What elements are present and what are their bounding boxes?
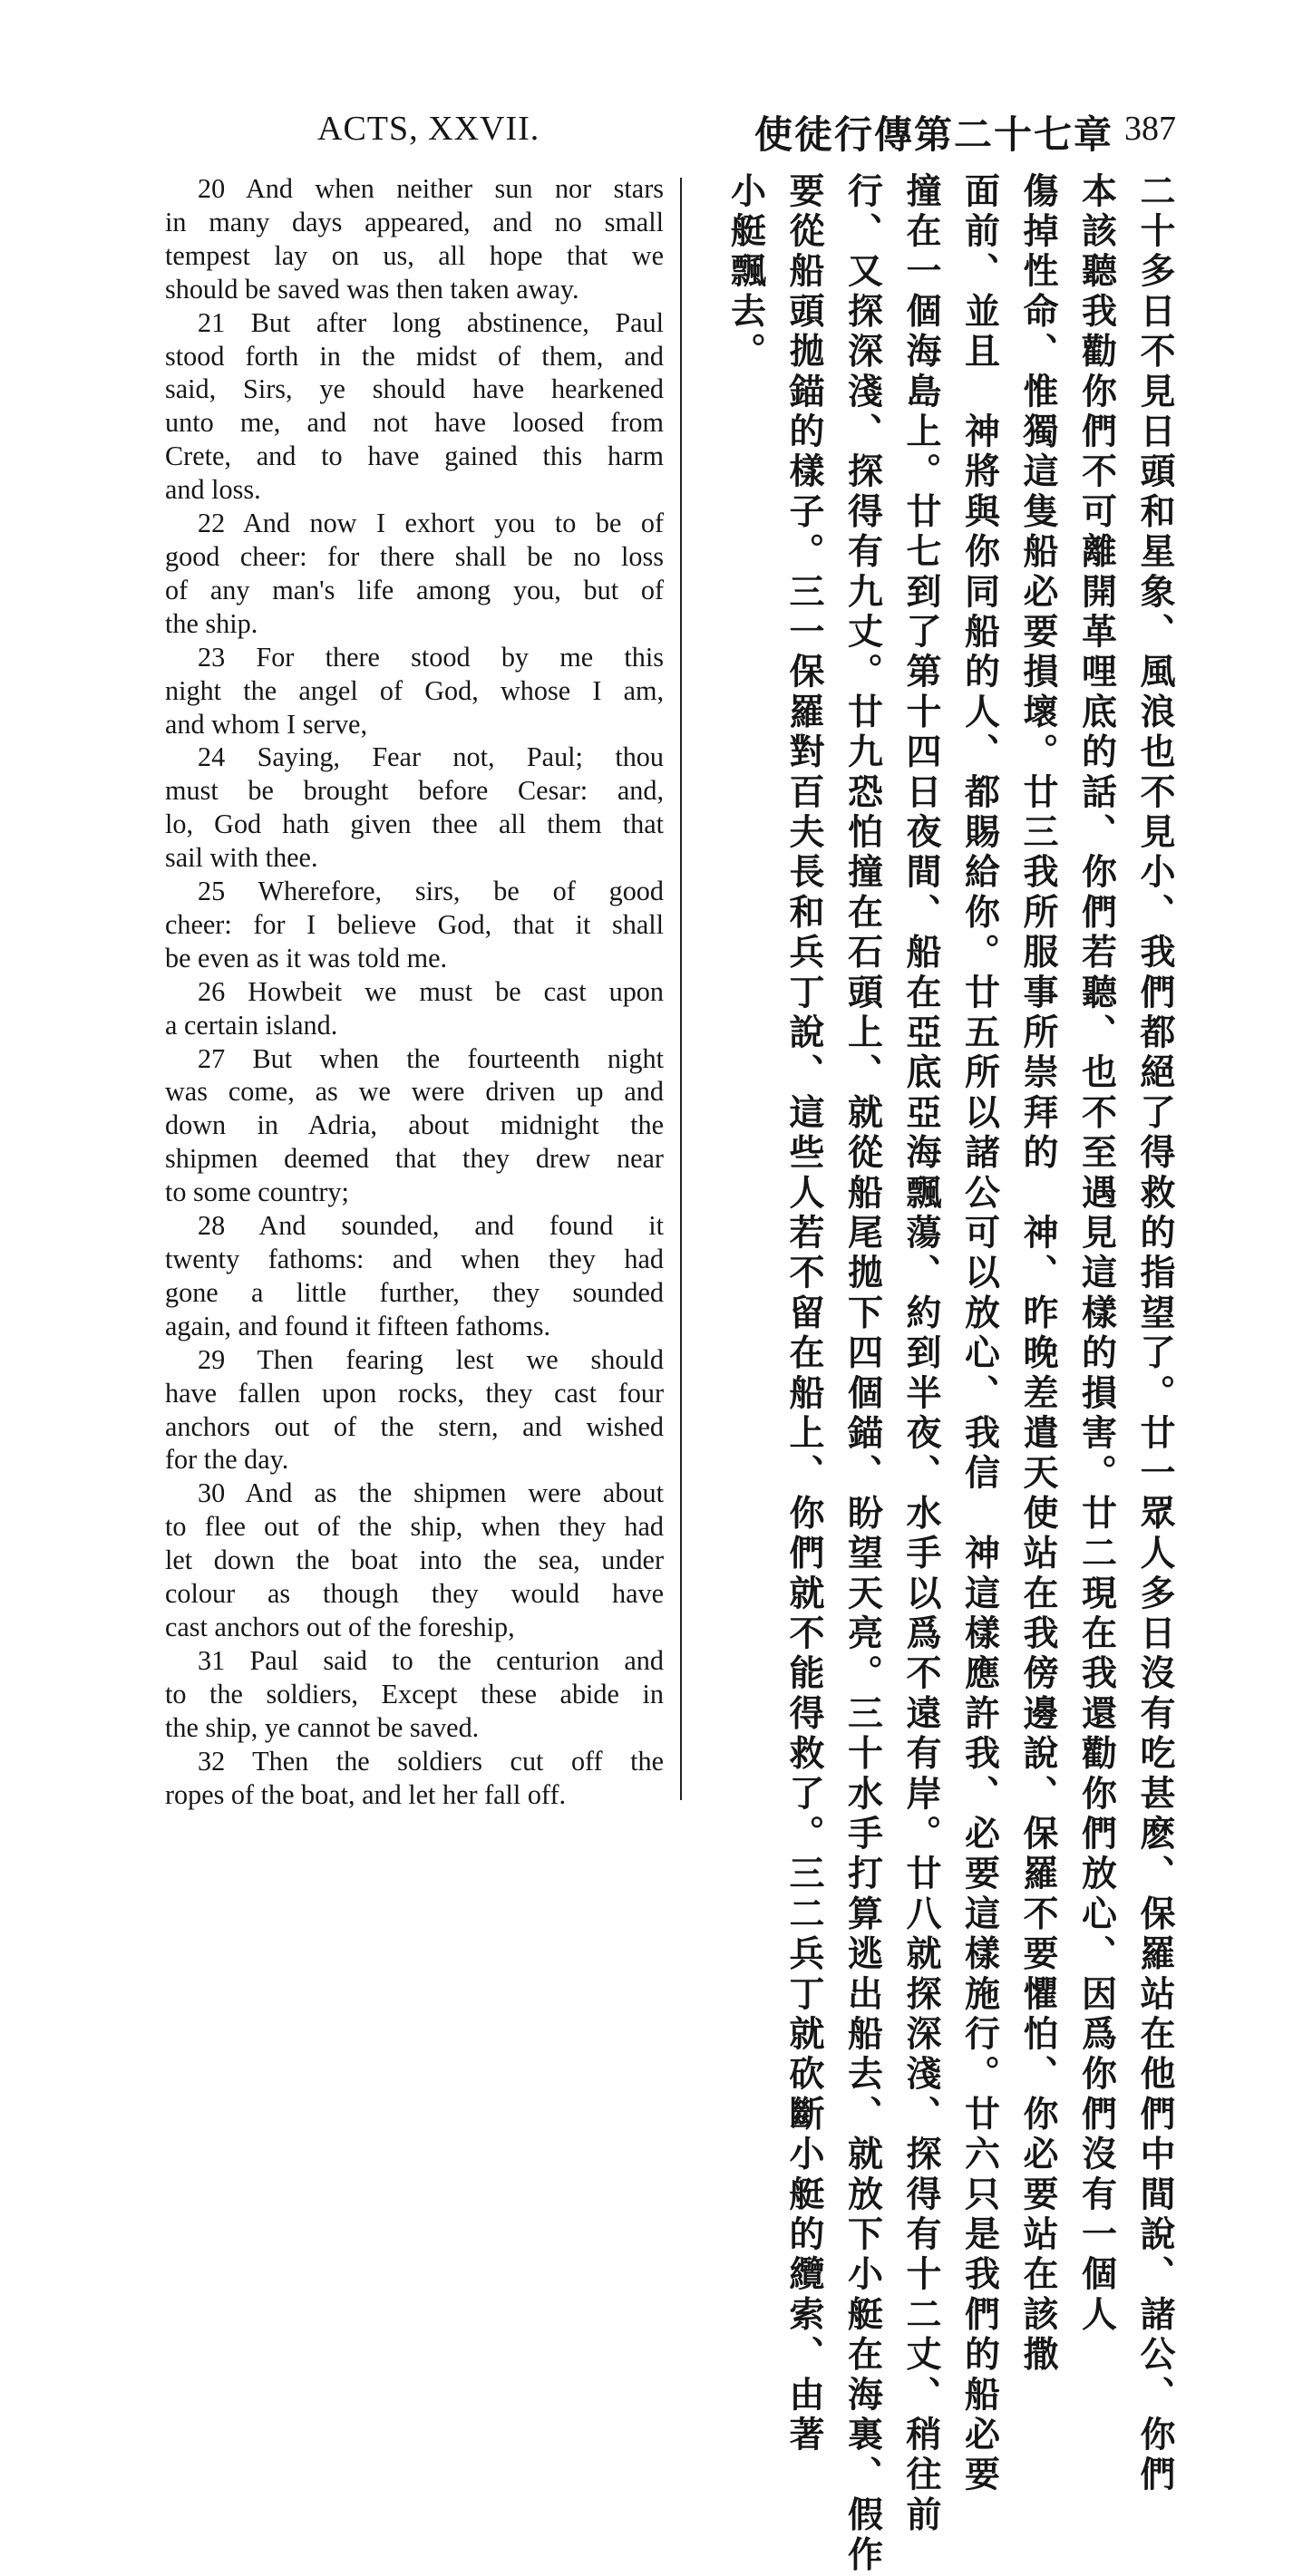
text-line: 31 Paul said to the centurion and (198, 1644, 664, 1676)
text-line: cast anchors out of the foreship, (165, 1611, 515, 1642)
text-line: Crete, and to have gained this harm (165, 441, 664, 472)
verse-32 (165, 1745, 664, 1812)
verse-22 (165, 507, 664, 641)
text-line: and loss. (165, 474, 261, 506)
chinese-line: 傷掉性命、惟獨這隻船必要損壞。廿三我所服事所崇拜的 神、昨晚差遣天使站在我傍邊說、保羅不要懼怕、你必要站在該撒 (1017, 172, 1058, 2376)
text-line: for the day. (165, 1444, 289, 1476)
chinese-line: 要從船頭拋錨的樣子。三一保羅對百夫長和兵丁說、這些人若不留在船上、你們就不能得救了。三二兵丁就砍斷小艇的纜索、由著 (783, 172, 824, 2456)
verse-30 (165, 1477, 664, 1644)
text-line: to some country; (165, 1177, 349, 1208)
text-line: 26 Howbeit we must be cast upon (198, 975, 664, 1007)
text-line: must be brought before Cesar: and, (165, 775, 664, 807)
text-line: gone a little further, they sounded (165, 1276, 664, 1308)
text-line: 20 And when neither sun nor stars (198, 173, 664, 204)
text-line: to the soldiers, Except these abide in (165, 1678, 664, 1709)
text-line: 27 But when the fourteenth night (198, 1042, 664, 1074)
verse-31 (165, 1644, 664, 1745)
text-line: 22 And now I exhort you to be of (198, 508, 664, 539)
chinese-line: 小艇飄去。 (724, 172, 766, 373)
verse-23 (165, 641, 664, 741)
verse-26 (165, 975, 664, 1042)
text-line: cheer: for I believe God, that it shall (165, 908, 664, 940)
text-line: a certain island. (165, 1009, 338, 1041)
text-line: anchors out of the stern, and wished (165, 1410, 664, 1442)
chinese-line: 撞在一個海島上。廿七到了第十四日夜間、船在亞底亞海飄蕩、約到半夜、水手以爲不遠有岸。廿八就探深淺、探得有十二丈、稍往前 (900, 172, 941, 2536)
text-line: ropes of the boat, and let her fall off. (165, 1778, 567, 1810)
text-line: unto me, and not have loosed from (165, 407, 664, 439)
verse-24 (165, 741, 664, 875)
chinese-line: 行、又探深淺、探得有九丈。廿九恐怕撞在石頭上、就從船尾拋下四個錨、盼望天亮。三十水手打算逃出船去、就放下小艇在海裏、假作 (841, 172, 883, 2576)
text-line: lo, God hath given thee all them that (165, 809, 664, 840)
text-line: and whom I serve, (165, 708, 367, 740)
verse-21 (165, 306, 664, 507)
verse-29 (165, 1343, 664, 1477)
text-line: the ship, ye cannot be saved. (165, 1711, 480, 1743)
english-text-column (165, 172, 664, 1810)
text-line: 23 For there stood by me this (198, 641, 664, 673)
text-line: 25 Wherefore, sirs, be of good (198, 876, 664, 907)
text-line: let down the boat into the sea, under (165, 1545, 664, 1576)
verse-27 (165, 1042, 664, 1210)
english-running-header: ACTS, XXVII. (317, 110, 540, 148)
verse-28 (165, 1209, 664, 1343)
text-line: stood forth in the midst of them, and (165, 340, 664, 372)
text-line: twenty fathoms: and when they had (165, 1244, 664, 1274)
page-number: 387 (1124, 110, 1176, 148)
text-line: 24 Saying, Fear not, Paul; thou (198, 741, 664, 773)
text-line: 30 And as the shipmen were about (198, 1477, 664, 1509)
text-line: night the angel of God, whose I am, (165, 674, 664, 706)
text-line: be even as it was told me. (165, 942, 448, 973)
text-line: 32 Then the soldiers cut off the (198, 1745, 664, 1777)
verse-25 (165, 875, 664, 975)
text-line: have fallen upon rocks, they cast four (165, 1377, 664, 1409)
text-line: tempest lay on us, all hope that we (165, 239, 664, 271)
text-line: in many days appeared, and no small (165, 206, 664, 237)
text-line: down in Adria, about midnight the (165, 1109, 664, 1141)
text-line: shipmen deemed that they drew near (165, 1143, 664, 1175)
column-divider (680, 178, 682, 1800)
chinese-vertical-text (715, 172, 1183, 2576)
verse-20 (165, 172, 664, 306)
chinese-line: 面前、並且 神將與你同船的人、都賜給你。廿五所以諸公可以放心、我信 神這樣應許我、必要這樣施行。廿六只是我們的船必要 (958, 172, 1000, 2496)
text-line: 29 Then fearing lest we should (198, 1343, 664, 1375)
text-line: good cheer: for there shall be no loss (165, 540, 664, 572)
chinese-running-header: 使徒行傳第二十七章 (754, 112, 1114, 157)
text-line: of any man's life among you, but of (165, 574, 664, 605)
text-line: the ship. (165, 607, 258, 639)
chinese-line: 二十多日不見日頭和星象、風浪也不見小、我們都絕了得救的指望了。廿一眾人多日沒有吃甚麽、保羅站在他們中間說、諸公、你們 (1134, 172, 1175, 2496)
text-line: should be saved was then taken away. (165, 273, 579, 305)
text-line: colour as though they would have (165, 1578, 664, 1610)
text-line: 21 But after long abstinence, Paul (198, 306, 664, 338)
text-line: said, Sirs, ye should have hearkened (165, 373, 664, 405)
chinese-text-column (694, 172, 1183, 2576)
text-line: 28 And sounded, and found it (198, 1210, 664, 1242)
text-line: was come, as we were driven up and (165, 1076, 664, 1108)
text-line: sail with thee. (165, 842, 318, 874)
chinese-line: 本該聽我勸你們不可離開革哩底的話、你們若聽、也不至遇見這樣的損害。廿二現在我還勸你們放心、因爲你們沒有一個人 (1075, 172, 1117, 2336)
text-line: again, and found it fifteen fathoms. (165, 1310, 551, 1341)
text-line: to flee out of the ship, when they had (165, 1511, 664, 1543)
